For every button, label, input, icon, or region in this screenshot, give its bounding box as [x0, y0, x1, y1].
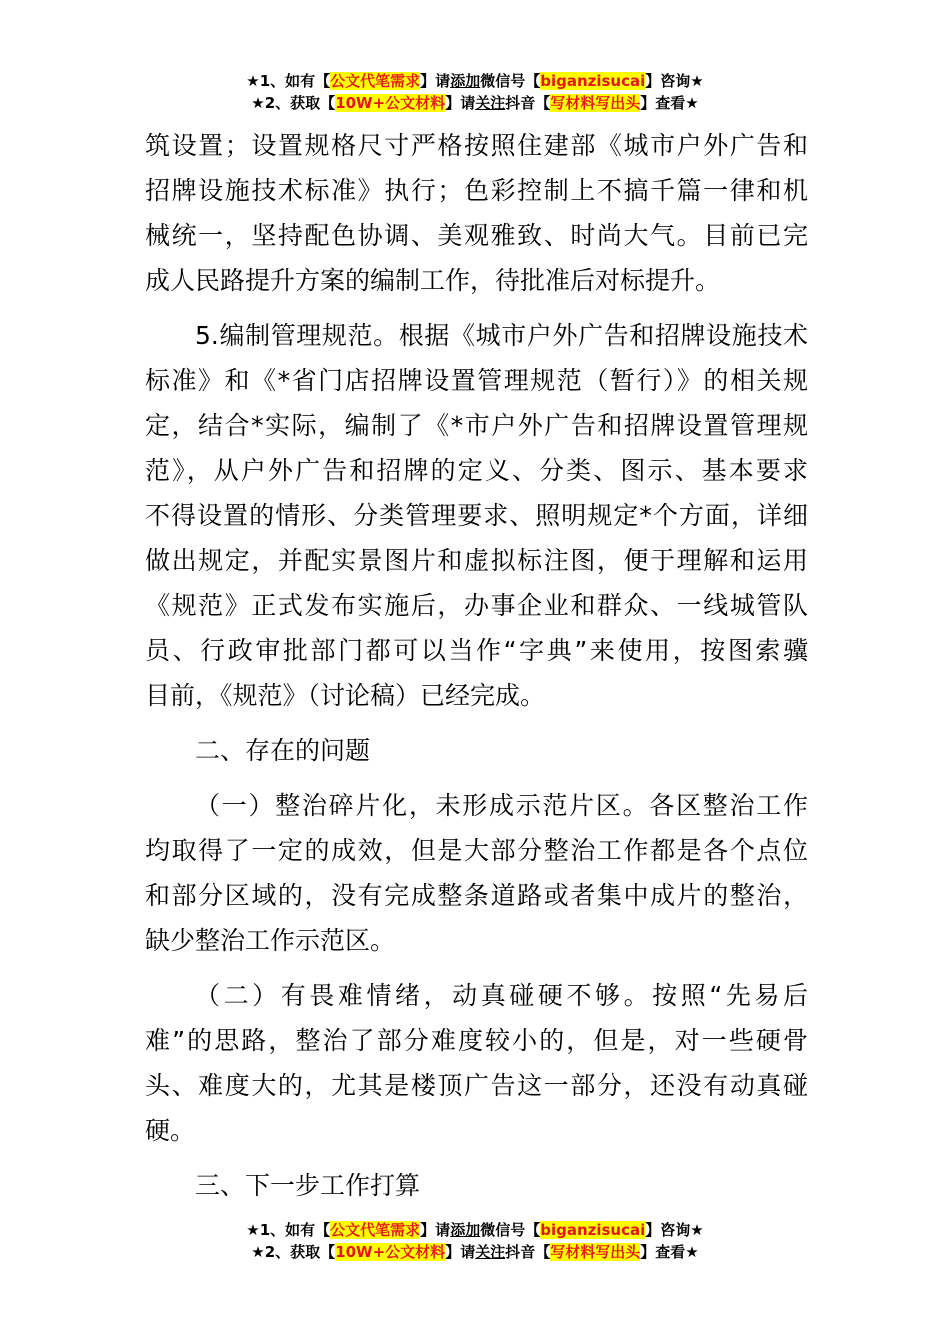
banner-text: 】咨询★: [645, 72, 704, 90]
paragraph-line: 均取得了一定的成效，但是大部分整治工作都是各个点位: [145, 836, 808, 865]
paragraph-line: 目前，《规范》（讨论稿）已经完成。: [145, 681, 546, 710]
paragraph-line: 筑设置；设置规格尺寸严格按照住建部《城市户外广告和: [145, 131, 808, 160]
banner-text: ★1、如有【: [246, 1221, 331, 1239]
paragraph-line: 难”的思路，整治了部分难度较小的，但是，对一些硬骨: [145, 1026, 808, 1055]
paragraph-line: 缺少整治工作示范区。: [145, 926, 396, 955]
section-heading: 二、存在的问题: [195, 736, 371, 765]
banner-text: ★2、获取【: [251, 1243, 336, 1261]
paragraph-line: 定，结合*实际，编制了《*市户外广告和招牌设置管理规: [145, 411, 808, 440]
banner-highlight: biganzisucai: [540, 1221, 646, 1239]
banner-line-2: [0, 92, 950, 114]
banner-text: 】请: [445, 94, 476, 112]
footer-banner: [0, 1219, 950, 1263]
banner-text: ★2、获取【: [251, 94, 336, 112]
document-body: [145, 123, 808, 1208]
paragraph-line: 做出规定，并配实景图片和虚拟标注图，便于理解和运用: [145, 546, 808, 575]
paragraph-line: 范》，从户外广告和招牌的定义、分类、图示、基本要求: [145, 456, 808, 485]
paragraph-line: （一）整治碎片化，未形成示范片区。各区整治工作: [195, 791, 808, 820]
banner-highlight: 公文代笔需求: [330, 1221, 421, 1239]
banner-highlight: 公文代笔需求: [330, 72, 421, 90]
banner-text: 】请: [420, 1221, 451, 1239]
banner-highlight: 写材料写出头: [550, 94, 641, 112]
banner-highlight: biganzisucai: [540, 72, 646, 90]
paragraph-line: 成人民路提升方案的编制工作，待批准后对标提升。: [145, 266, 721, 295]
banner-underline: 添加: [450, 72, 481, 90]
paragraph-line: 员、行政审批部门都可以当作“字典”来使用，按图索骥: [145, 636, 808, 665]
banner-underline: 关注: [475, 1243, 506, 1261]
banner-line-2: [0, 1241, 950, 1263]
paragraph-line: 招牌设施技术标准》执行；色彩控制上不搞千篇一律和机: [145, 176, 808, 205]
paragraph-line: 标准》和《*省门店招牌设置管理规范（暂行）》的相关规: [145, 366, 808, 395]
banner-line-1: [0, 70, 950, 92]
banner-text: 】查看★: [640, 1243, 699, 1261]
paragraph-line: （二）有畏难情绪，动真碰硬不够。按照“先易后: [195, 981, 808, 1010]
paragraph-line: 硬。: [145, 1116, 196, 1145]
banner-text: 】查看★: [640, 94, 699, 112]
banner-text: 微信号【: [480, 72, 541, 90]
banner-text: 】咨询★: [645, 1221, 704, 1239]
header-banner: [0, 70, 950, 114]
banner-highlight: 写材料写出头: [550, 1243, 641, 1261]
banner-text: 】请: [445, 1243, 476, 1261]
banner-text: 】请: [420, 72, 451, 90]
paragraph-line: 不得设置的情形、分类管理要求、照明规定*个方面，详细: [145, 501, 808, 530]
paragraph-line: 5.编制管理规范。根据《城市户外广告和招牌设施技术: [195, 321, 808, 350]
banner-underline: 添加: [450, 1221, 481, 1239]
banner-line-1: [0, 1219, 950, 1241]
paragraph-line: 《规范》正式发布实施后，办事企业和群众、一线城管队: [145, 591, 808, 620]
banner-text: 抖音【: [505, 94, 551, 112]
paragraph-line: 头、难度大的，尤其是楼顶广告这一部分，还没有动真碰: [145, 1071, 808, 1100]
banner-highlight: 10W+公文材料: [335, 94, 446, 112]
section-heading: 三、下一步工作打算: [195, 1171, 421, 1200]
banner-text: 抖音【: [505, 1243, 551, 1261]
paragraph-line: 和部分区域的，没有完成整条道路或者集中成片的整治，: [145, 881, 808, 910]
banner-underline: 关注: [475, 94, 506, 112]
banner-text: 微信号【: [480, 1221, 541, 1239]
paragraph-line: 械统一，坚持配色协调、美观雅致、时尚大气。目前已完: [145, 221, 808, 250]
banner-highlight: 10W+公文材料: [335, 1243, 446, 1261]
banner-text: ★1、如有【: [246, 72, 331, 90]
